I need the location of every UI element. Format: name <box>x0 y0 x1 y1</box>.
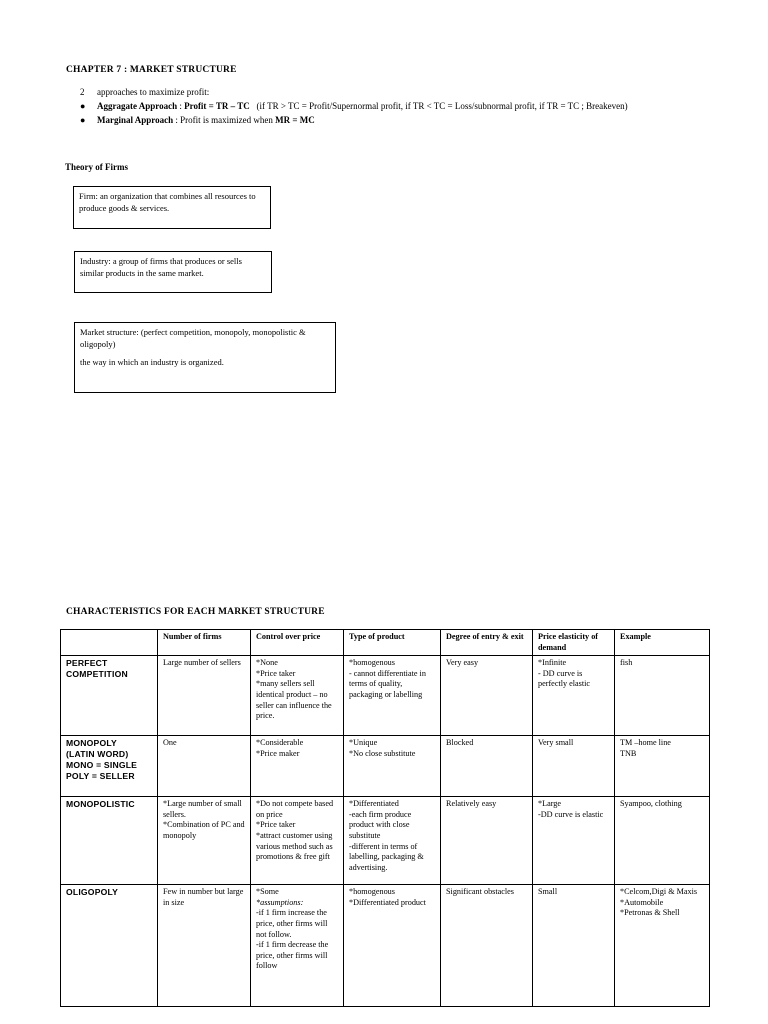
market-structure-definition: the way in which an industry is organized. <box>80 357 224 367</box>
cell-text: COMPETITION <box>66 669 128 680</box>
chapter-title: CHAPTER 7 : MARKET STRUCTURE <box>66 65 237 75</box>
cell-text: *Combination of PC and monopoly <box>163 820 245 840</box>
approach-name: Aggragate Approach <box>97 101 178 111</box>
control-cell <box>251 797 344 885</box>
firms-cell <box>158 797 251 885</box>
table-row <box>61 797 710 885</box>
cell-text: -if 1 firm increase the price, other firms will not follow. <box>256 908 328 939</box>
row-label <box>61 797 158 885</box>
firms-cell <box>158 656 251 736</box>
product-cell <box>344 797 441 885</box>
cell-text: *Price taker <box>256 668 296 678</box>
cell-text: -each firm produce product with close substitute <box>349 809 412 840</box>
control-cell <box>251 885 344 1007</box>
example-cell <box>615 797 710 885</box>
cell-text: - cannot differentiate in terms of quality, packaging or labelling <box>349 668 426 699</box>
firm-definition-box <box>73 186 271 229</box>
cell-text: *No close substitute <box>349 748 416 758</box>
cell-text: *Price taker <box>256 820 296 830</box>
cell-text: Large number of sellers <box>163 658 241 668</box>
cell-text: MONO = SINGLE <box>66 760 138 771</box>
cell-text: MONOPOLISTIC <box>66 799 135 810</box>
cell-text: PERFECT <box>66 658 108 669</box>
entry-cell <box>441 885 533 1007</box>
cell-text: Very easy <box>446 658 479 668</box>
cell-text: *Considerable <box>256 738 304 748</box>
intro-text: approaches to maximize profit: <box>97 87 210 97</box>
cell-text: Significant obstacles <box>446 887 514 897</box>
industry-definition-box <box>74 251 272 293</box>
cell-text: (LATIN WORD) <box>66 749 129 760</box>
intro-number: 2 <box>80 87 85 97</box>
cell-text: *attract customer using various method such as promotions & free gift <box>256 830 333 862</box>
cell-text: TNB <box>620 748 637 758</box>
firms-cell <box>158 736 251 797</box>
cell-text: POLY = SELLER <box>66 771 135 782</box>
cell-text: Blocked <box>446 738 474 748</box>
cell-text: *Differentiated product <box>349 897 426 907</box>
market-structure-types: Market structure: (perfect competition, monopoly, monopolistic & oligopoly) <box>80 327 306 349</box>
cell-text: -different in terms of labelling, packaging & advertising. <box>349 841 424 872</box>
entry-cell <box>441 797 533 885</box>
table-row <box>61 736 710 797</box>
approach-detail: (if TR > TC = Profit/Supernormal profit, if TR < TC = Loss/subnormal profit, if TR = TC ; Breakeven) <box>256 101 628 111</box>
header-cell: Type of product <box>344 630 441 656</box>
cell-text: TM –home line <box>620 738 671 748</box>
approach-aggregate <box>80 101 628 111</box>
approach-name: Marginal Approach <box>97 115 174 125</box>
cell-text: Few in number but large in size <box>163 887 244 907</box>
header-cell: Example <box>615 630 710 656</box>
cell-text: *Large number of small sellers. <box>163 799 242 819</box>
approach-marginal <box>80 115 315 125</box>
example-cell <box>615 736 710 797</box>
cell-text: -DD curve is elastic <box>538 809 604 819</box>
cell-text: *Automobile <box>620 897 664 907</box>
market-structure-table <box>60 629 710 1007</box>
firm-definition: Firm: an organization that combines all resources to produce goods & services. <box>79 191 256 213</box>
cell-text: - DD curve is perfectly elastic <box>538 668 591 689</box>
cell-text: *Some <box>256 887 279 897</box>
cell-text: *homogenous <box>349 887 395 897</box>
row-label <box>61 885 158 1007</box>
entry-cell <box>441 656 533 736</box>
table-row <box>61 656 710 736</box>
market-structure-box <box>74 322 336 393</box>
approach-formula: Profit = TR – TC <box>184 101 250 111</box>
header-cell <box>61 630 158 656</box>
cell-text: *homogenous <box>349 658 395 668</box>
cell-text: MONOPOLY <box>66 738 117 749</box>
intro-line <box>80 87 209 97</box>
cell-text: fish <box>620 658 633 668</box>
cell-text: Syampoo, clothing <box>620 799 682 809</box>
cell-text: *Celcom,Digi & Maxis <box>620 887 698 897</box>
bullet-icon: ● <box>80 101 86 111</box>
firms-cell <box>158 885 251 1007</box>
cell-text: *Large <box>538 799 562 809</box>
example-cell <box>615 885 710 1007</box>
approach-formula-prefix: Profit is maximized when <box>180 115 276 125</box>
header-cell: Price elasticity of demand <box>533 630 615 656</box>
control-cell <box>251 736 344 797</box>
approach-separator: : <box>177 101 185 111</box>
cell-text: *Price maker <box>256 748 300 758</box>
cell-text: *None <box>256 658 278 668</box>
industry-definition: Industry: a group of firms that produces or sells similar products in the same market. <box>80 256 242 278</box>
table-header-row <box>61 630 710 656</box>
cell-text: *Infinite <box>538 658 567 668</box>
elasticity-cell <box>533 656 615 736</box>
product-cell <box>344 736 441 797</box>
entry-cell <box>441 736 533 797</box>
header-cell: Number of firms <box>158 630 251 656</box>
product-cell <box>344 885 441 1007</box>
cell-text: *Do not compete based on price <box>256 799 334 819</box>
cell-text: *Differentiated <box>349 799 399 809</box>
approach-formula: MR = MC <box>275 115 315 125</box>
header-cell: Control over price <box>251 630 344 656</box>
cell-text: *many sellers sell identical product – no seller can influence the price. <box>256 679 332 721</box>
cell-text: *assumptions: <box>256 897 304 907</box>
elasticity-cell <box>533 885 615 1007</box>
header-cell: Degree of entry & exit <box>441 630 533 656</box>
elasticity-cell <box>533 736 615 797</box>
row-label <box>61 656 158 736</box>
cell-text: OLIGOPOLY <box>66 887 119 898</box>
cell-text: *Unique <box>349 738 378 748</box>
theory-heading: Theory of Firms <box>65 162 128 172</box>
bullet-icon: ● <box>80 115 86 125</box>
row-label <box>61 736 158 797</box>
table-title: CHARACTERISTICS FOR EACH MARKET STRUCTURE <box>66 607 325 617</box>
cell-text: Relatively easy <box>446 799 497 809</box>
cell-text: -if 1 firm decrease the price, other firms will follow <box>256 940 329 971</box>
table-row <box>61 885 710 1007</box>
cell-text: Small <box>538 887 558 897</box>
cell-text: *Petronas & Shell <box>620 908 680 918</box>
elasticity-cell <box>533 797 615 885</box>
example-cell <box>615 656 710 736</box>
control-cell <box>251 656 344 736</box>
approach-separator: : <box>173 115 181 125</box>
cell-text: Very small <box>538 738 574 748</box>
cell-text: One <box>163 738 177 748</box>
product-cell <box>344 656 441 736</box>
